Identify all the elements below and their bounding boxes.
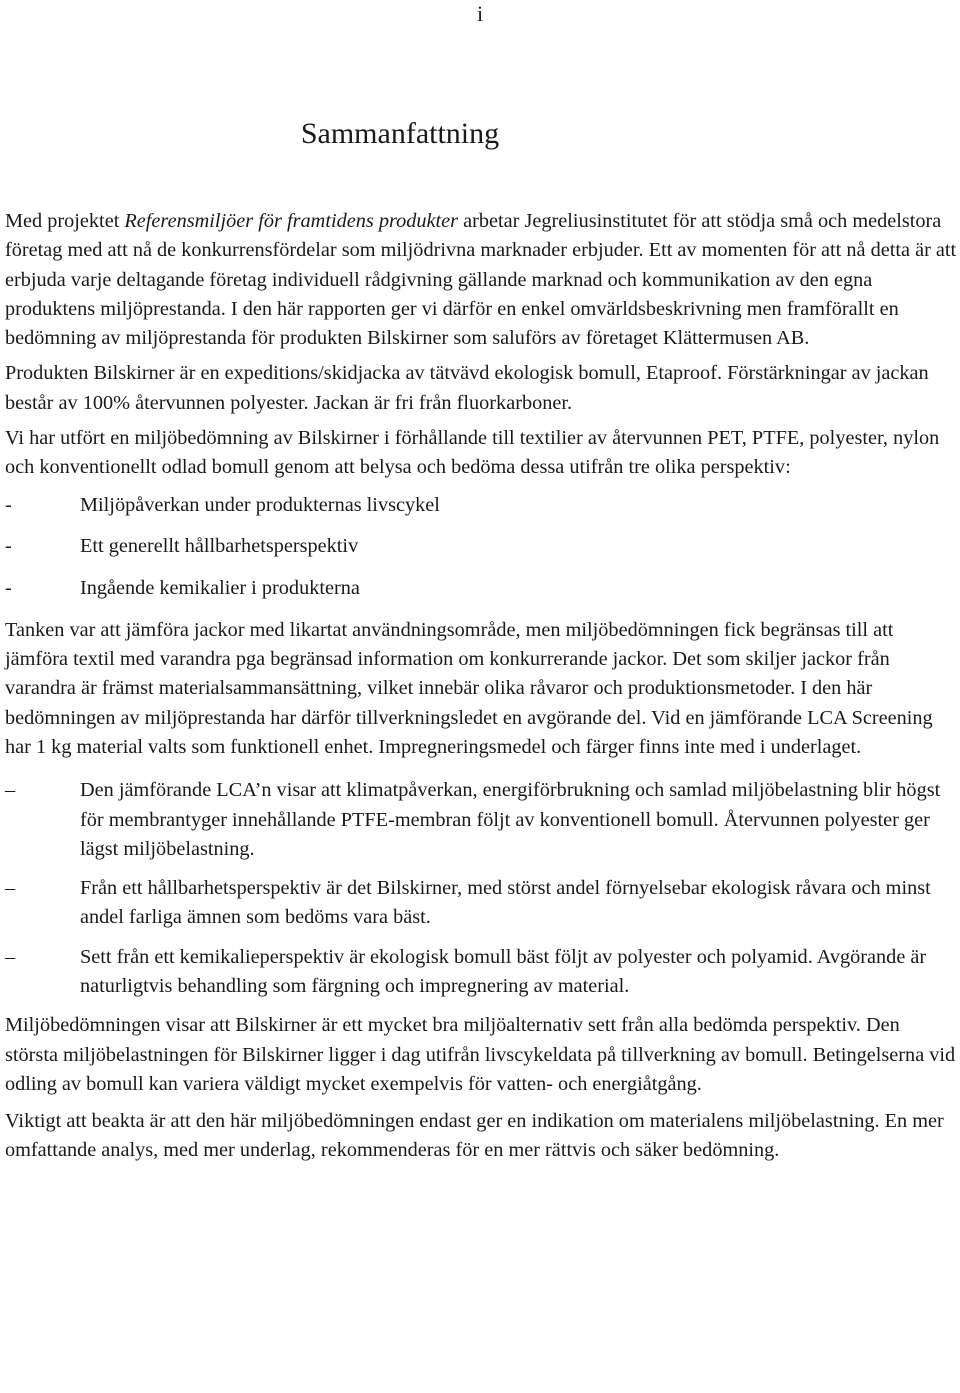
list-item-text: Från ett hållbarhetsperspektiv är det Bilskirner, med störst andel förnyelsebar ekologisk råvara och minst andel farliga ämnen som bedöms vara bäst. [80, 877, 931, 929]
document-body [5, 207, 957, 1174]
list-item [5, 491, 957, 520]
list-marker: – [5, 945, 16, 968]
list-item-text: Ingående kemikalier i produkterna [80, 577, 360, 600]
intro-text-rest: arbetar Jegreliusinstitutet för att stödja små och medelstora företag med att nå de konkurrensfördelar som miljödrivna marknader erbjuder. Ett av momenten för att nå detta är att erbjuda varje deltagande företag individuell rådgivning gällande marknad och kommunikation av den egna produktens miljöprestanda. I den här rapporten ger vi därför en enkel omvärldsbeskrivning men framförallt en bedömning av miljöprestanda för produkten Bilskirner som saluförs av företaget Klättermusen AB. [5, 210, 957, 350]
list-marker: - [5, 493, 12, 516]
list-item-text: Den jämförande LCA’n visar att klimatpåverkan, energiförbrukning och samlad miljöbelastning blir högst för membrantyger innehållande PTFE-membran följt av konventionell bomull. Återvunnen polyester ger lägst miljöbelastning. [80, 779, 941, 860]
list-marker: – [5, 779, 16, 802]
list-item [5, 776, 957, 864]
list-item [5, 574, 957, 603]
scope-paragraph: Tanken var att jämföra jackor med likartat användningsområde, men miljöbedömningen fick begränsas till att jämföra textil med varandra pga begränsad information om konkurrerande jackor. Det som skiljer jackor från varandra är främst materialsammansättning, vilket innebär olika råvaror och produktionsmetoder. I den här bedömningen av miljöprestanda har därför tillverkningsledet en avgörande del. Vid en jämförande LCA Screening har 1 kg material valts som funktionell enhet. Impregneringsmedel och färger finns inte med i underlaget. [5, 618, 933, 758]
list-item-text: Ett generellt hållbarhetsperspektiv [80, 535, 359, 558]
perspectives-list [5, 491, 957, 604]
caveat-paragraph: Viktigt att beakta är att den här miljöbedömningen endast ger en indikation om materialens miljöbelastning. En mer omfattande analys, med mer underlag, rekommenderas för en mer rättvis och säker bedömning. [5, 1110, 944, 1162]
conclusion-paragraph: Miljöbedömningen visar att Bilskirner är ett mycket bra miljöalternativ sett från alla bedömda perspektiv. Den största miljöbelastningen för Bilskirner ligger i dag utifrån livscykeldata på tillverkning av bomull. Betingelserna vid odling av bomull kan variera väldigt mycket exempelvis för vatten- och energiåtgång. [5, 1014, 956, 1095]
project-name: Referensmiljöer för framtidens produkter [124, 210, 459, 232]
list-item [5, 532, 957, 561]
intro-text-start: Med projektet [5, 210, 125, 232]
intro-paragraph [5, 207, 957, 353]
list-item [5, 874, 957, 933]
list-item-text: Miljöpåverkan under produkternas livscykel [80, 493, 440, 516]
list-item-text: Sett från ett kemikalieperspektiv är ekologisk bomull bäst följt av polyester och polyamid. Avgörande är naturligtvis behandling som färgning och impregnering av material. [80, 945, 927, 997]
product-paragraph: Produkten Bilskirner är en expeditions/skidjacka av tätvävd ekologisk bomull, Etaproof. Förstärkningar av jackan består av 100% återvunnen polyester. Jackan är fri från fluorkarboner. [5, 362, 929, 414]
method-paragraph: Vi har utfört en miljöbedömning av Bilskirner i förhållande till textilier av återvunnen PET, PTFE, polyester, nylon och konventionellt odlad bomull genom att belysa och bedöma dessa utifrån tre olika perspektiv: [5, 427, 940, 479]
list-marker: – [5, 877, 16, 900]
page-title: Sammanfattning [300, 117, 500, 150]
findings-list [5, 776, 957, 1001]
list-marker: - [5, 577, 12, 600]
list-item [5, 943, 957, 1002]
page-number: i [476, 1, 484, 26]
list-marker: - [5, 535, 12, 558]
